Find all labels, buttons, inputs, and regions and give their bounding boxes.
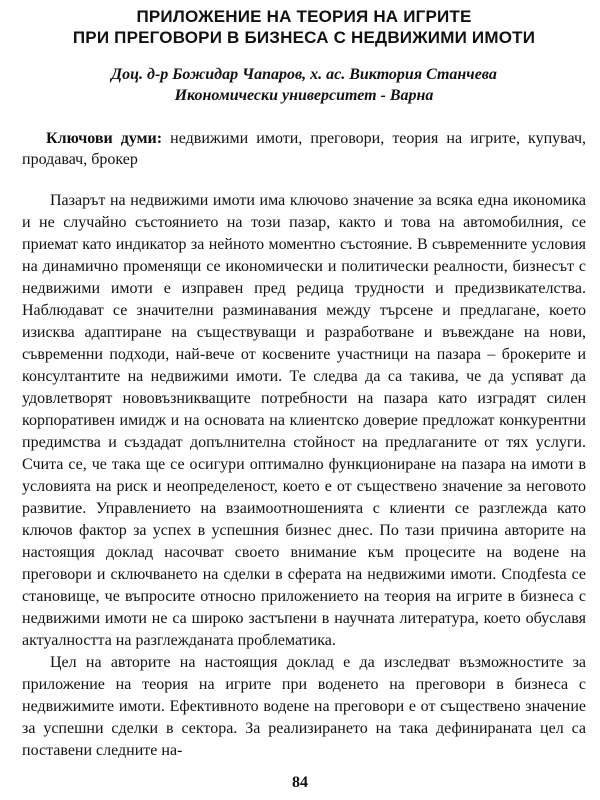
body-paragraph-1: Пазарът на недвижими имоти има ключово значение за всяка една икономика и не случайно състоянието на този пазар, както и това на автомобилния, се приемат като индикатор за нейното моментно състояние. В съвременните условия на динамично променящи се икономически и политически реалности, бизнесът с недвижими имоти е изправен пред редица трудности и предизвикателства. Наблюдават се значителни разминавания между търсене и предлагане, което изисква адаптиране на съществуващи и разработване и въвеждане на нови, съвременни подходи, най-вече от косвените участници на пазара – брокерите и консултантите на недвижими имоти. Те следва да са такива, че да успяват да удовлетворят нововъзникващите потребности на пазара като изградят силен корпоративен имидж и на основата на клиентско доверие предложат конкурентни предимства и създадат допълнителна стойност на предлаганите от тях услуги. Счита се, че така ще се осигури оптимално функциониране на пазара на имоти в условията на риск и неопределеност, което е от съществено значение за неговото развитие. Управлението на взаимоотношенията с клиенти се разглежда като ключов фактор за успех в успешния бизнес днес. По тази причина авторите на настоящия доклад насочват своето внимание към процесите на водене на преговори и сключването на сделки в сферата на недвижими имоти. Сподfestа се становище, че въпросите относно приложението на теория на игрите в бизнеса с недвижими имоти не са широко застъпени в научната литература, което обуславя актуалността на разглежданата проблематика.	[22, 192, 586, 649]
page-number: 84	[292, 774, 308, 791]
title-line-2: ПРИ ПРЕГОВОРИ В БИЗНЕСА С НЕДВИЖИМИ ИМОТИ	[72, 28, 536, 47]
author-affiliation: Икономически университет - Варна	[174, 87, 434, 104]
author-names: Доц. д-р Божидар Чапаров, х. ас. Виктория Станчева	[111, 66, 497, 83]
author-block	[22, 64, 586, 106]
paper-title	[22, 6, 586, 48]
keywords	[22, 128, 586, 170]
title-line-1: ПРИЛОЖЕНИЕ НА ТЕОРИЯ НА ИГРИТЕ	[136, 7, 472, 26]
keywords-label: Ключови думи:	[46, 130, 163, 147]
keywords-text: недвижими имоти, преговори, теория на игрите, купувач, продавач, брокер	[22, 130, 586, 168]
body-paragraph-2: Цел на авторите на настоящия доклад е да изследват възможностите за приложение на теория на игрите при воденето на преговори в бизнеса с недвижимите имоти. Ефективното водене на преговори е от съществено значение за успешни сделки в сектора. За реализирането на така дефинираната цел са поставени следните на-	[22, 654, 586, 759]
